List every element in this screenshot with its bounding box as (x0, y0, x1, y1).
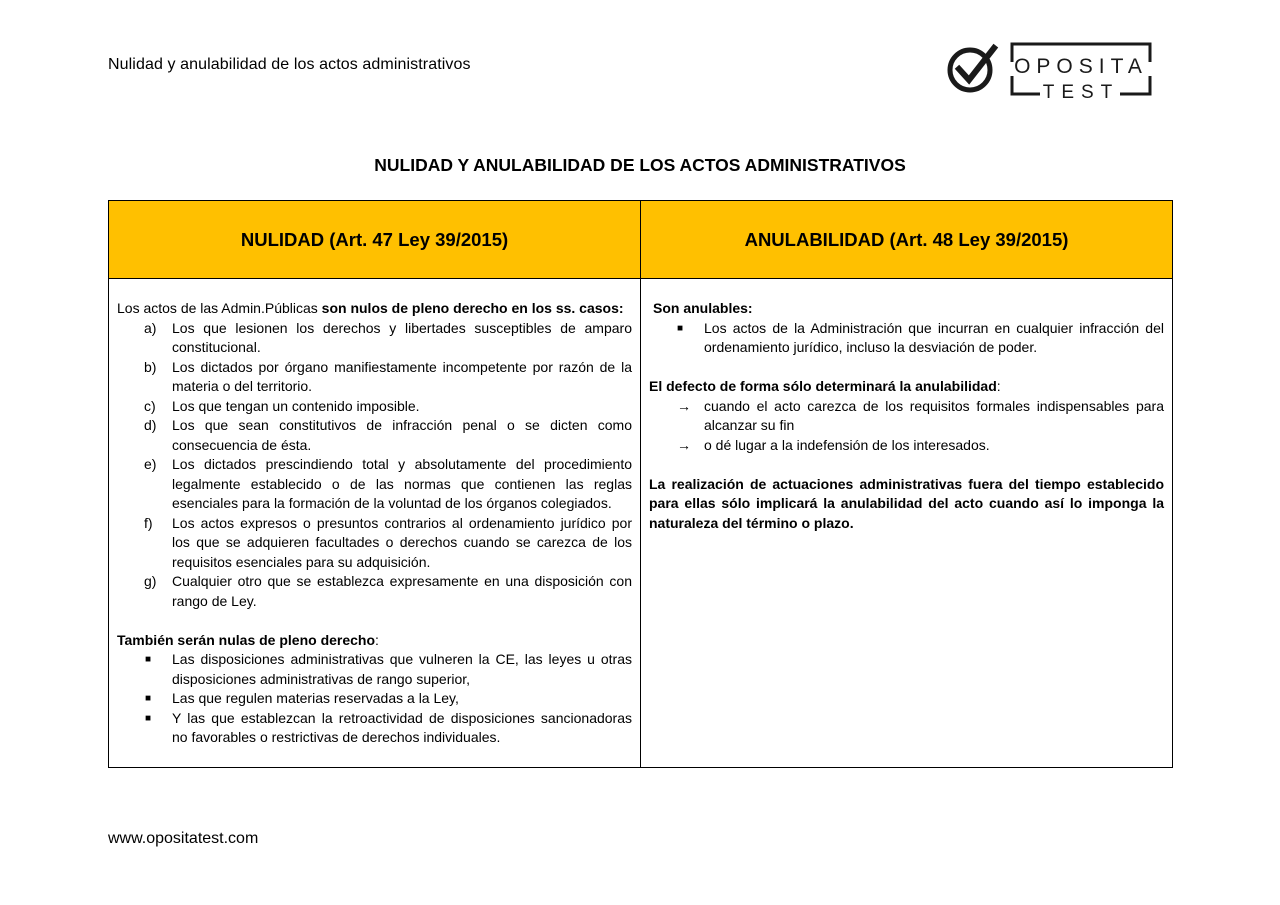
list-item (117, 514, 632, 573)
list-item-text: Los que sean constitutivos de infracción penal o se dicten como consecuencia de ésta. (172, 417, 632, 453)
anulables-bold: Son anulables: (653, 300, 753, 316)
nulidad-cell (109, 279, 641, 768)
nulidad-header: NULIDAD (Art. 47 Ley 39/2015) (109, 201, 641, 279)
list-item-text: Y las que establezcan la retroactividad de disposiciones sancionadoras no favorables o restrictivas de derechos individuales. (172, 709, 632, 745)
list-item-text: Cualquier otro que se establezca expresamente en una disposición con rango de Ley. (172, 573, 632, 609)
nulidad-intro-text: Los actos de las Admin.Públicas (117, 300, 322, 316)
anulables-heading (649, 299, 1164, 319)
nulidad-cases-list (117, 319, 632, 612)
defecto-list (649, 397, 1164, 456)
also-null-colon: : (375, 631, 379, 648)
list-item-text: Los que lesionen los derechos y libertades susceptibles de amparo constitucional. (172, 319, 632, 355)
list-item (117, 572, 632, 611)
document-title: NULIDAD Y ANULABILIDAD DE LOS ACTOS ADMINISTRATIVOS (374, 155, 906, 175)
table-header-row (109, 201, 1173, 279)
list-item-text: Las disposiciones administrativas que vulneren la CE, las leyes u otras disposiciones administrativas de rango superior, (172, 651, 632, 687)
list-item-marker: e) (144, 456, 157, 472)
list-item-marker: g) (144, 573, 157, 589)
list-item (117, 397, 632, 417)
list-item (117, 689, 632, 709)
anulabilidad-cell (641, 279, 1173, 768)
list-item-text: Los actos expresos o presuntos contrarios al ordenamiento jurídico por los que se adquieren facultades o derechos cuando se carezca de los requisitos esenciales para su adquisición. (172, 514, 632, 570)
list-item-text: o dé lugar a la indefensión de los interesados. (704, 436, 990, 453)
opositatest-logo (944, 40, 1154, 100)
list-item (649, 319, 1164, 358)
table-body-row (109, 279, 1173, 768)
list-item (117, 416, 632, 455)
logo-text-top: OPOSITA (1014, 55, 1148, 78)
defecto-bold: El defecto de forma sólo determinará la anulabilidad (649, 378, 997, 394)
anulables-list (649, 319, 1164, 358)
square-bullet-icon: ■ (145, 654, 152, 665)
logo-text-bottom: TEST (1042, 82, 1120, 100)
list-item-text: Los que tengan un contenido imposible. (172, 397, 420, 414)
list-item-text: cuando el acto carezca de los requisitos formales indispensables para alcanzar su fin (704, 397, 1164, 433)
list-item-marker: b) (144, 358, 157, 375)
list-item (649, 436, 1164, 456)
list-item (117, 709, 632, 748)
nulidad-intro (117, 299, 632, 319)
list-item-text: Las que regulen materias reservadas a la Ley, (172, 690, 459, 706)
right-arrow-icon: → (677, 436, 691, 453)
nulidad-intro-bold: son nulos de pleno derecho en los ss. casos: (321, 300, 624, 316)
footer-url: www.opositatest.com (108, 830, 259, 847)
square-bullet-icon: ■ (145, 693, 152, 704)
comparison-table (108, 200, 1173, 768)
list-item-text: Los dictados por órgano manifiestamente incompetente por razón de la materia o del territorio. (172, 358, 632, 394)
check-circle-icon (944, 40, 1154, 100)
list-item (117, 358, 632, 397)
right-arrow-icon: → (677, 397, 691, 414)
list-item-text: Los dictados prescindiendo total y absolutamente del procedimiento legalmente establecido o de las normas que contienen las reglas esenciales para la formación de la voluntad de los órganos colegiados. (172, 456, 632, 511)
list-item (649, 397, 1164, 436)
tiempo-bold: La realización de actuaciones administrativas fuera del tiempo establecido para ellas sólo implicará la anulabilidad del acto cuando así lo imponga la naturaleza del término o plazo. (649, 475, 1164, 531)
list-item-marker: a) (144, 319, 157, 336)
list-item-marker: d) (144, 417, 157, 433)
square-bullet-icon: ■ (677, 322, 684, 334)
list-item-marker: c) (144, 397, 156, 414)
list-item (117, 455, 632, 514)
defecto-heading (649, 377, 1164, 397)
list-item-text: Los actos de la Administración que incurran en cualquier infracción del ordenamiento jurídico, incluso la desviación de poder. (704, 319, 1164, 355)
defecto-colon: : (996, 378, 1001, 394)
also-null-list (117, 650, 632, 748)
tiempo-paragraph (649, 475, 1164, 534)
anulabilidad-header: ANULABILIDAD (Art. 48 Ley 39/2015) (641, 201, 1173, 279)
list-item-marker: f) (144, 514, 153, 531)
also-null-heading (117, 631, 632, 651)
also-null-bold: También serán nulas de pleno derecho (117, 631, 376, 648)
list-item (117, 319, 632, 358)
square-bullet-icon: ■ (145, 712, 152, 724)
list-item (117, 650, 632, 689)
page-header-title: Nulidad y anulabilidad de los actos administrativos (108, 56, 471, 73)
